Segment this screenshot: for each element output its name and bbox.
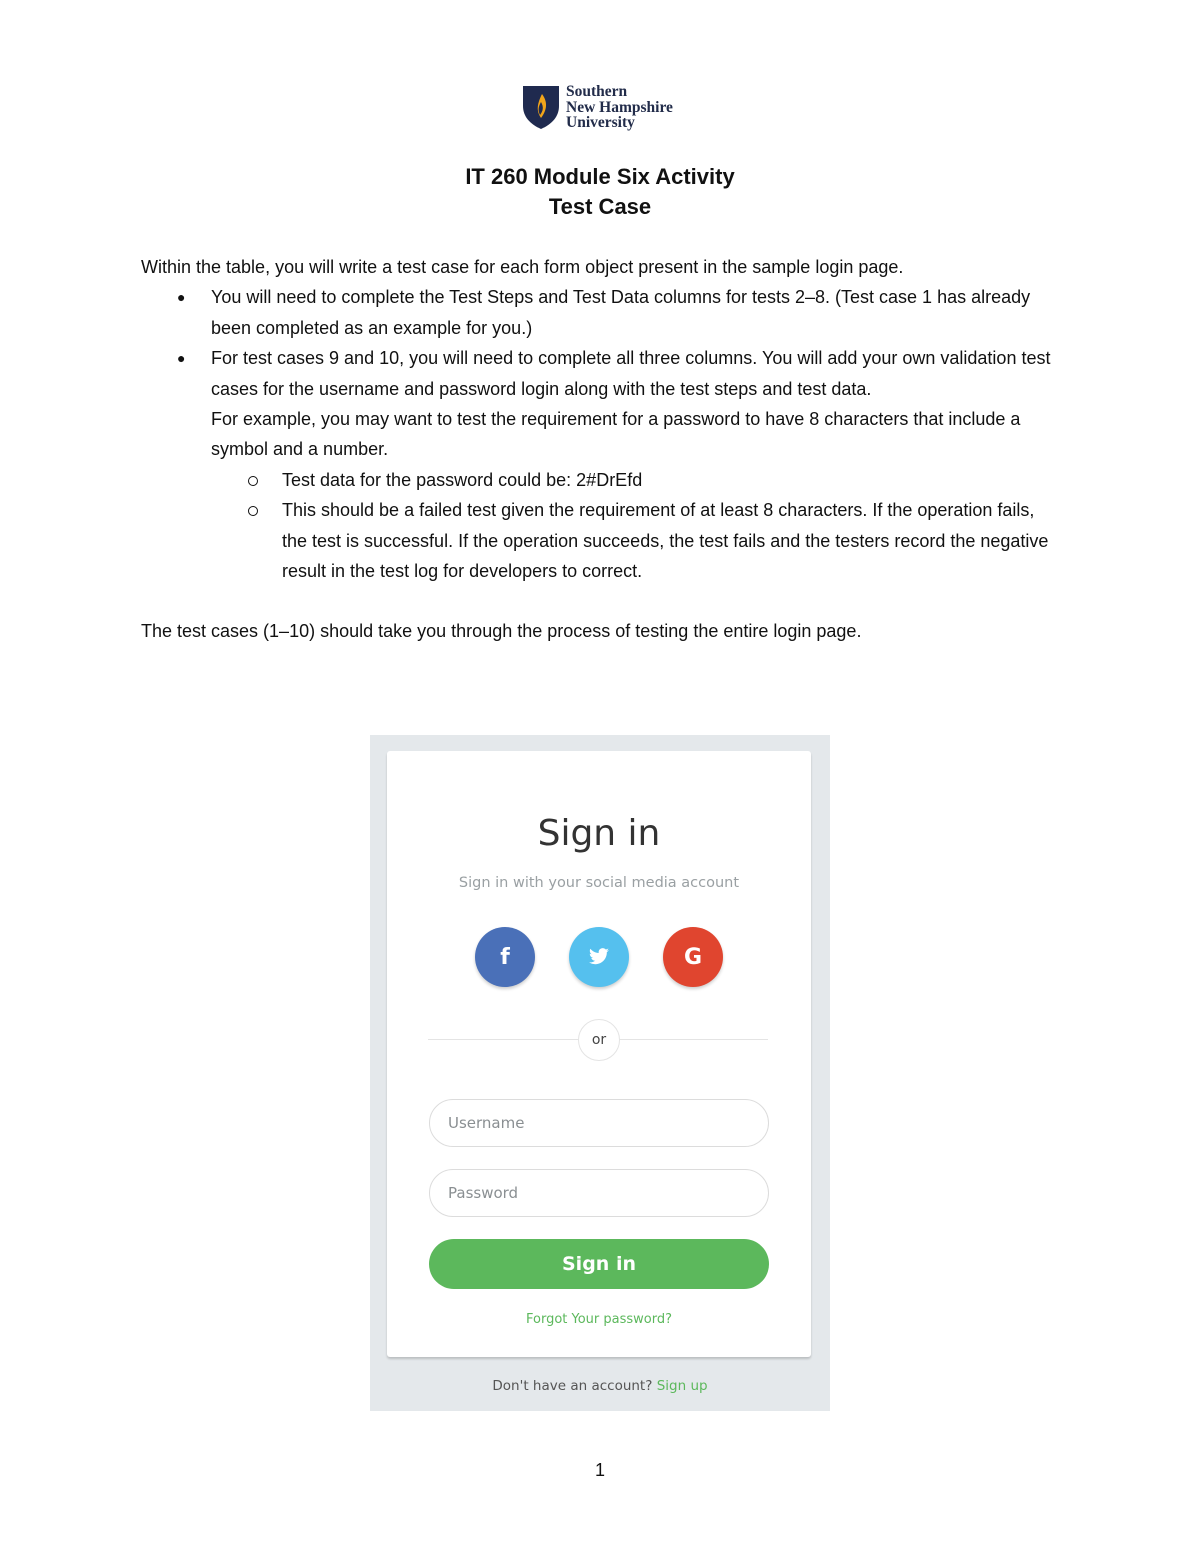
forgot-password-link[interactable]: Forgot Your password?: [525, 1312, 673, 1327]
bullet-list: [141, 282, 1051, 586]
google-button[interactable]: [663, 927, 723, 987]
document-title: [0, 162, 1200, 222]
bullet-item: For test cases 9 and 10, you will need to complete all three columns. You will add your own validation test cases for the username and password login along with the test steps and test data.: [211, 348, 1051, 399]
logo-line: Southern: [566, 83, 628, 100]
facebook-icon: f: [500, 944, 510, 970]
password-input[interactable]: Password: [429, 1169, 769, 1217]
title-line-1: IT 260 Module Six Activity: [465, 164, 735, 189]
sub-bullet-item: This should be a failed test given the requirement of at least 8 characters. If the operation fails, the test is successful. If the operation succeeds, the test fails and the testers record the negative result in the test log for developers to correct.: [211, 495, 1051, 586]
twitter-button[interactable]: [569, 927, 629, 987]
username-input[interactable]: Username: [429, 1099, 769, 1147]
logo-line: New Hampshire: [566, 98, 673, 116]
sign-up-link[interactable]: Sign up: [656, 1378, 708, 1394]
bullet-item-group: [141, 343, 1051, 586]
shield-flame-icon: [521, 84, 561, 130]
page-number: 1: [594, 1460, 605, 1480]
sub-bullet-list: [211, 465, 1051, 587]
facebook-button[interactable]: [475, 927, 535, 987]
login-page-screenshot: [370, 735, 830, 1411]
instructions: [141, 252, 1051, 647]
sign-in-button[interactable]: Sign in: [429, 1239, 769, 1289]
title-line-2: Test Case: [548, 194, 652, 219]
bullet-item: ● You will need to complete the Test Steps and Test Data columns for tests 2–8. (Test case 1 has already been completed as an example for you.): [141, 282, 1051, 343]
sign-in-heading: Sign in: [537, 813, 661, 854]
logo-wordmark: [566, 84, 673, 131]
no-account-text: Don't have an account?: [492, 1378, 653, 1394]
closing-paragraph: The test cases (1–10) should take you through the process of testing the entire login page.: [141, 621, 862, 642]
google-icon: G: [683, 944, 703, 970]
logo-line: University: [566, 114, 635, 131]
login-card: [387, 751, 811, 1357]
or-divider-label: or: [578, 1019, 620, 1061]
example-paragraph: For example, you may want to test the requirement for a password to have 8 characters that include a symbol and a number.: [211, 409, 1021, 460]
twitter-icon: [588, 948, 610, 966]
intro-paragraph: Within the table, you will write a test case for each form object present in the sample login page.: [141, 257, 904, 277]
sub-bullet-item: Test data for the password could be: 2#DrEfd: [211, 465, 1051, 495]
snhu-logo: [521, 84, 673, 131]
signup-prompt: [370, 1378, 830, 1394]
sign-in-subtitle: Sign in with your social media account: [458, 875, 740, 891]
